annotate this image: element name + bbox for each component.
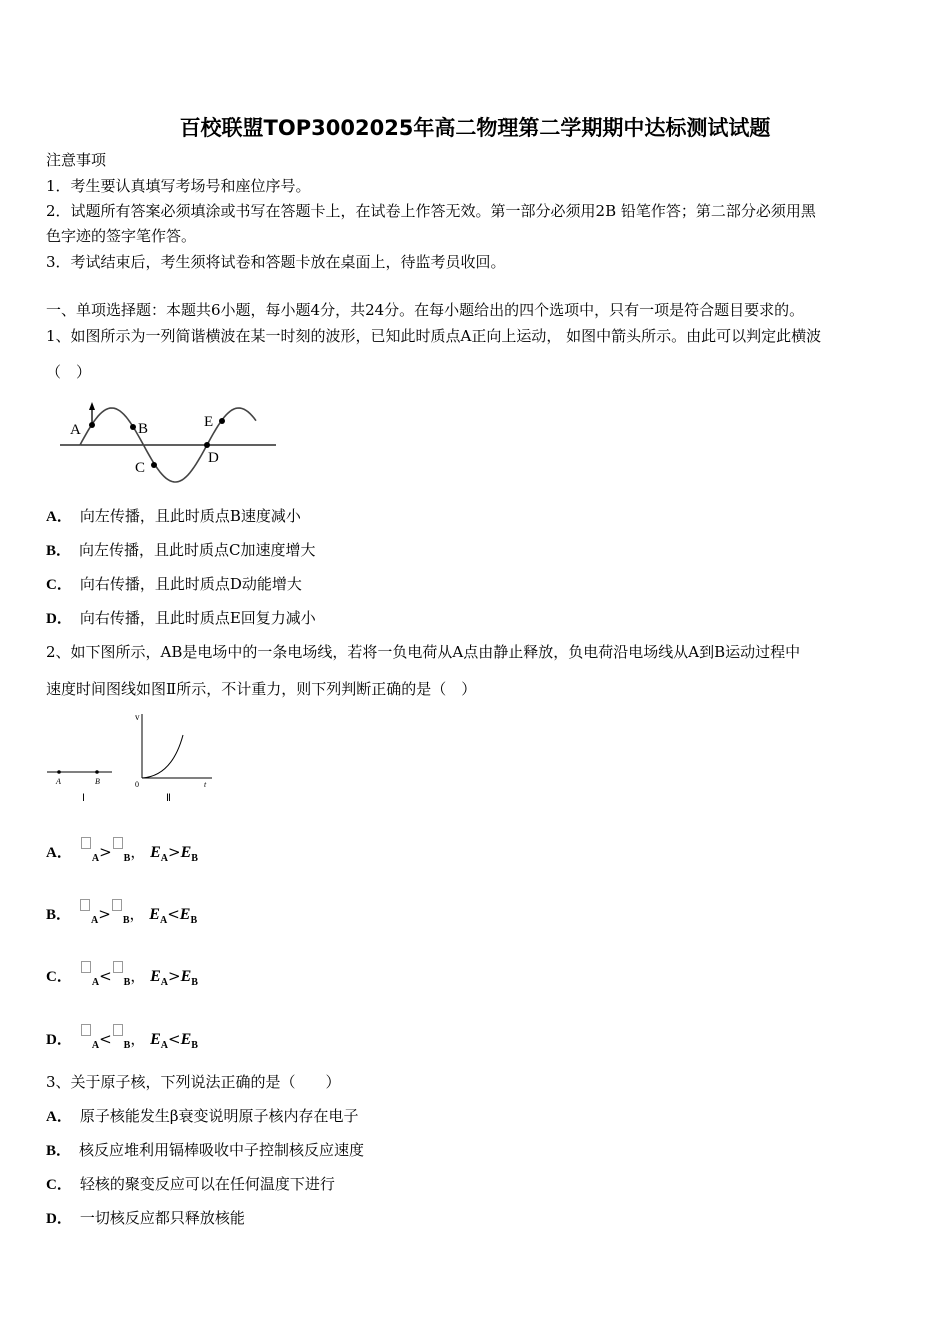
notice-item: 1．考生要认真填写考场号和座位序号。: [46, 177, 311, 195]
option-text: 向左传播，且此时质点B速度减小: [79, 507, 301, 525]
option-letter: B．: [46, 1143, 72, 1159]
subscript: A: [159, 915, 168, 926]
subscript: B: [123, 1040, 131, 1051]
field-symbol: E: [180, 968, 192, 985]
field-symbol: E: [180, 844, 192, 861]
q2-stem: 2、如下图所示，AB是电场中的一条电场线，若将一负电荷从A点由静止释放，负电荷沿电场线从A到B运动过程中: [46, 643, 801, 661]
separator: ，: [129, 905, 145, 923]
q3-option-b[interactable]: [46, 1140, 364, 1161]
option-text: 轻核的聚变反应可以在任何温度下进行: [79, 1175, 335, 1193]
missing-glyph-icon: [113, 1024, 123, 1036]
option-letter: C．: [46, 1177, 72, 1193]
subscript: A: [91, 853, 100, 864]
section-heading: 一、单项选择题：本题共6小题，每小题4分，共24分。在每小题给出的四个选项中，只有一项是符合题目要求的。: [46, 301, 805, 319]
option-text: 核反应堆利用镉棒吸收中子控制核反应速度: [79, 1141, 365, 1159]
axis-t: t: [204, 780, 207, 789]
relation: >: [168, 967, 181, 985]
relation: >: [99, 843, 112, 861]
figure-label-2: Ⅱ: [166, 793, 171, 804]
notice-item: 色字迹的签字笔作答。: [46, 227, 197, 245]
option-letter: B．: [46, 543, 72, 559]
q1-blank: （ ）: [46, 363, 92, 381]
field-symbol: E: [149, 906, 160, 923]
subscript: A: [91, 915, 99, 926]
field-symbol: E: [150, 1031, 161, 1048]
q3-option-c[interactable]: [46, 1174, 335, 1195]
subscript: B: [190, 915, 198, 926]
subscript: B: [123, 853, 131, 864]
q1-stem: 1、如图所示为一列简谐横波在某一时刻的波形，已知此时质点A正向上运动， 如图中箭头所示。由此可以判定此横波: [46, 327, 822, 345]
q2-option-b[interactable]: [46, 899, 197, 931]
notice-heading: 注意事项: [46, 151, 107, 169]
axis-origin: 0: [135, 780, 139, 789]
point-label-c: C: [135, 460, 146, 476]
page-title: 百校联盟TOP3002025年高二物理第二学期期中达标测试试题: [179, 116, 771, 140]
q2-option-d[interactable]: [46, 1024, 198, 1056]
point-label-a: A: [70, 422, 81, 438]
option-letter: D．: [46, 1211, 72, 1227]
subscript: B: [122, 915, 130, 926]
option-text: 一切核反应都只释放核能: [79, 1209, 245, 1227]
subscript: A: [160, 853, 169, 864]
option-text: 向左传播，且此时质点C加速度增大: [79, 541, 316, 559]
option-letter: C．: [46, 969, 72, 985]
relation: <: [168, 1030, 181, 1048]
option-text: 原子核能发生β衰变说明原子核内存在电子: [79, 1107, 359, 1125]
option-letter: A．: [46, 1109, 72, 1125]
q2-stem-cont: 速度时间图线如图Ⅱ所示，不计重力，则下列判断正确的是（ ）: [46, 680, 477, 698]
option-text: 向右传播，且此时质点E回复力减小: [79, 609, 316, 627]
relation: <: [167, 905, 180, 923]
field-symbol: E: [150, 968, 161, 985]
q3-option-a[interactable]: [46, 1106, 359, 1127]
velocity-time-graph: [135, 712, 212, 804]
option-letter: A．: [46, 509, 72, 525]
missing-glyph-icon: [81, 1024, 91, 1036]
notice-item: 3．考试结束后，考生须将试卷和答题卡放在桌面上，待监考员收回。: [46, 253, 506, 271]
field-symbol: E: [179, 906, 191, 923]
field-symbol: E: [180, 1031, 192, 1048]
point-label-e: E: [204, 414, 214, 430]
subscript: A: [91, 977, 100, 988]
wave-figure: [60, 402, 276, 482]
missing-glyph-icon: [81, 961, 91, 973]
field-line-figure: [47, 770, 112, 804]
subscript: A: [160, 977, 169, 988]
subscript: B: [191, 1040, 198, 1051]
subscript: B: [191, 853, 198, 864]
separator: ，: [130, 843, 146, 861]
axis-v: v: [135, 712, 140, 722]
missing-glyph-icon: [112, 899, 122, 911]
subscript: A: [91, 1040, 100, 1051]
field-symbol: E: [150, 844, 161, 861]
q1-option-b[interactable]: [46, 540, 316, 561]
missing-glyph-icon: [80, 899, 90, 911]
separator: ，: [130, 1030, 146, 1048]
option-letter: A．: [46, 845, 72, 861]
q1-option-c[interactable]: [46, 574, 302, 595]
point-label-b: B: [138, 421, 149, 437]
figure-label-1: Ⅰ: [82, 793, 85, 804]
label-a: A: [56, 777, 61, 786]
q3-stem: 3、关于原子核，下列说法正确的是（ ）: [46, 1073, 341, 1091]
subscript: B: [191, 977, 198, 988]
q1-option-d[interactable]: [46, 608, 316, 629]
relation: <: [99, 967, 112, 985]
missing-glyph-icon: [81, 837, 91, 849]
notice-item: 2．试题所有答案必须填涂或书写在答题卡上，在试卷上作答无效。第一部分必须用2B 铅笔作答；第二部分必须用黑: [46, 202, 816, 220]
missing-glyph-icon: [113, 837, 123, 849]
relation: <: [99, 1030, 112, 1048]
q3-option-d[interactable]: [46, 1208, 245, 1229]
option-letter: D．: [46, 1032, 72, 1048]
q2-option-a[interactable]: [46, 837, 198, 869]
label-b: B: [95, 777, 100, 786]
q2-option-c[interactable]: [46, 961, 198, 993]
subscript: B: [123, 977, 131, 988]
option-letter: C．: [46, 577, 72, 593]
option-letter: B．: [46, 907, 72, 923]
point-label-d: D: [208, 450, 219, 466]
subscript: A: [160, 1040, 169, 1051]
q1-option-a[interactable]: [46, 506, 301, 527]
option-letter: D．: [46, 611, 72, 627]
relation: >: [98, 905, 111, 923]
separator: ，: [130, 967, 146, 985]
option-text: 向右传播，且此时质点D动能增大: [79, 575, 302, 593]
relation: >: [168, 843, 181, 861]
missing-glyph-icon: [113, 961, 123, 973]
